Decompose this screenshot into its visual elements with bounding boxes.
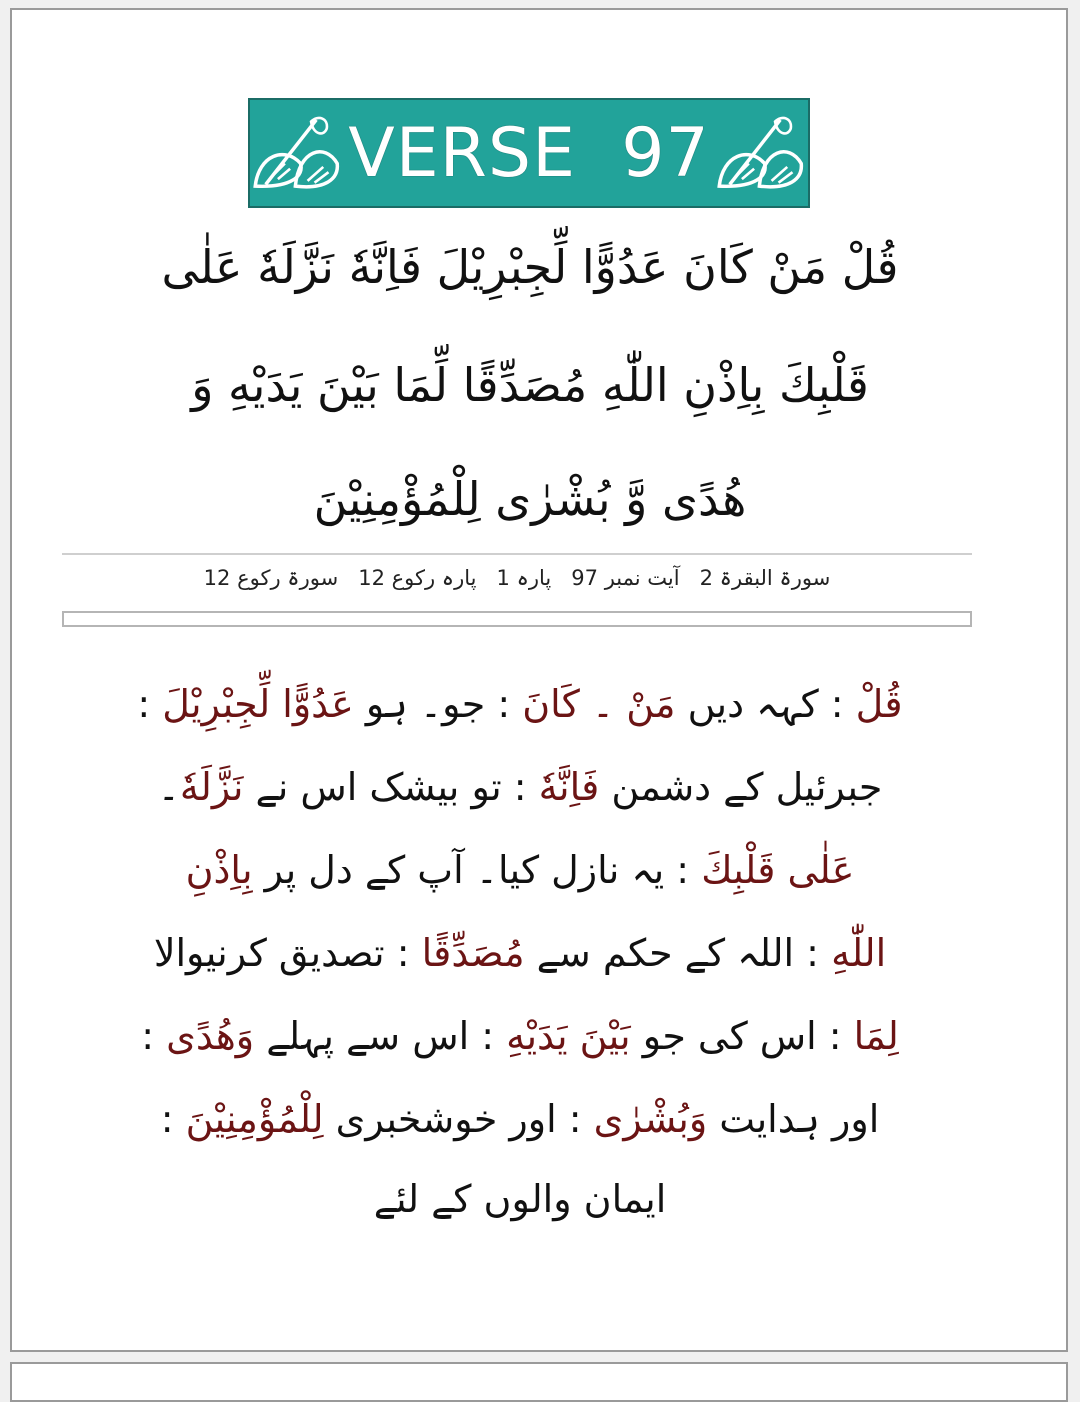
verse-banner (248, 98, 810, 208)
arabic-word: اللّٰهِ (831, 931, 887, 975)
arabic-word: عَدُوًّا لِّجِبْرِيْلَ (162, 682, 354, 726)
arabic-word: عَلٰى قَلْبِكَ (701, 848, 855, 892)
urdu-meaning: جبرئیل کے دشمن (599, 765, 883, 809)
arabic-word: بِاِذْنِ (185, 848, 253, 892)
translation-line (70, 763, 970, 812)
arabic-verse-line: قُلْ مَنْ كَانَ عَدُوًّا لِّجِبْرِيْلَ فَاِنَّهٗ نَزَّلَهٗ عَلٰى (161, 240, 899, 294)
arabic-word: فَاِنَّهٗ (538, 765, 600, 809)
urdu-meaning: : تصدیق کرنیوالا (153, 931, 422, 975)
arabic-word: وَبُشْرٰى (593, 1097, 708, 1141)
urdu-meaning: : اس کی جو (630, 1014, 854, 1058)
translation-line (70, 1012, 970, 1061)
urdu-meaning: ۔ (157, 765, 180, 809)
next-page-edge (10, 1362, 1068, 1402)
urdu-meaning: : جو۔ ہو (353, 682, 523, 726)
urdu-meaning: : (160, 1097, 186, 1141)
urdu-meaning: ایمان والوں کے لئے (373, 1177, 667, 1221)
translation-line (70, 929, 970, 978)
urdu-meaning: : یہ نازل کیا۔ آپ کے دل پر (252, 848, 702, 892)
arabic-verse-line: قَلْبِكَ بِاِذْنِ اللّٰهِ مُصَدِّقًا لِّمَا بَيْنَ يَدَيْهِ وَ (191, 358, 869, 412)
arabic-verse-line: هُدًى وَّ بُشْرٰى لِلْمُؤْمِنِيْنَ (313, 472, 747, 526)
translation-line (70, 846, 970, 895)
divider-box (62, 611, 972, 627)
arabic-word: مَنْ ۔ كَانَ (522, 682, 676, 726)
divider (62, 553, 972, 555)
urdu-meaning: : اللہ کے حکم سے (524, 931, 832, 975)
arabic-word: لِلْمُؤْمِنِيْنَ (185, 1097, 324, 1141)
urdu-meaning: : (141, 1014, 167, 1058)
urdu-meaning: : (137, 682, 163, 726)
urdu-meaning: : کہہ دیں (675, 682, 856, 726)
verse-reference: سورۃ البقرۃ 2 آیت نمبر 97 پارہ 1 پارہ رکوع 12 سورۃ رکوع 12 (203, 566, 831, 590)
translation-line (70, 680, 970, 729)
translation-line (70, 1095, 970, 1144)
arabic-word: قُلْ (855, 682, 903, 726)
arabic-word: نَزَّلَهٗ (179, 765, 244, 809)
arabic-word: مُصَدِّقًا (421, 931, 525, 975)
translation-line (70, 1175, 970, 1224)
arabic-word: وَهُدًى (166, 1014, 255, 1058)
urdu-meaning: اور ہدایت (707, 1097, 880, 1141)
urdu-meaning: : اور خوشخبری (323, 1097, 594, 1141)
urdu-meaning: : اس سے پہلے (254, 1014, 507, 1058)
leaf-icon (250, 105, 344, 201)
verse-title: VERSE 97 (348, 113, 710, 193)
arabic-word: لِمَا (853, 1014, 899, 1058)
urdu-meaning: : تو بیشک اس نے (243, 765, 539, 809)
leaf-icon (714, 105, 808, 201)
arabic-word: بَيْنَ يَدَيْهِ (506, 1014, 631, 1058)
